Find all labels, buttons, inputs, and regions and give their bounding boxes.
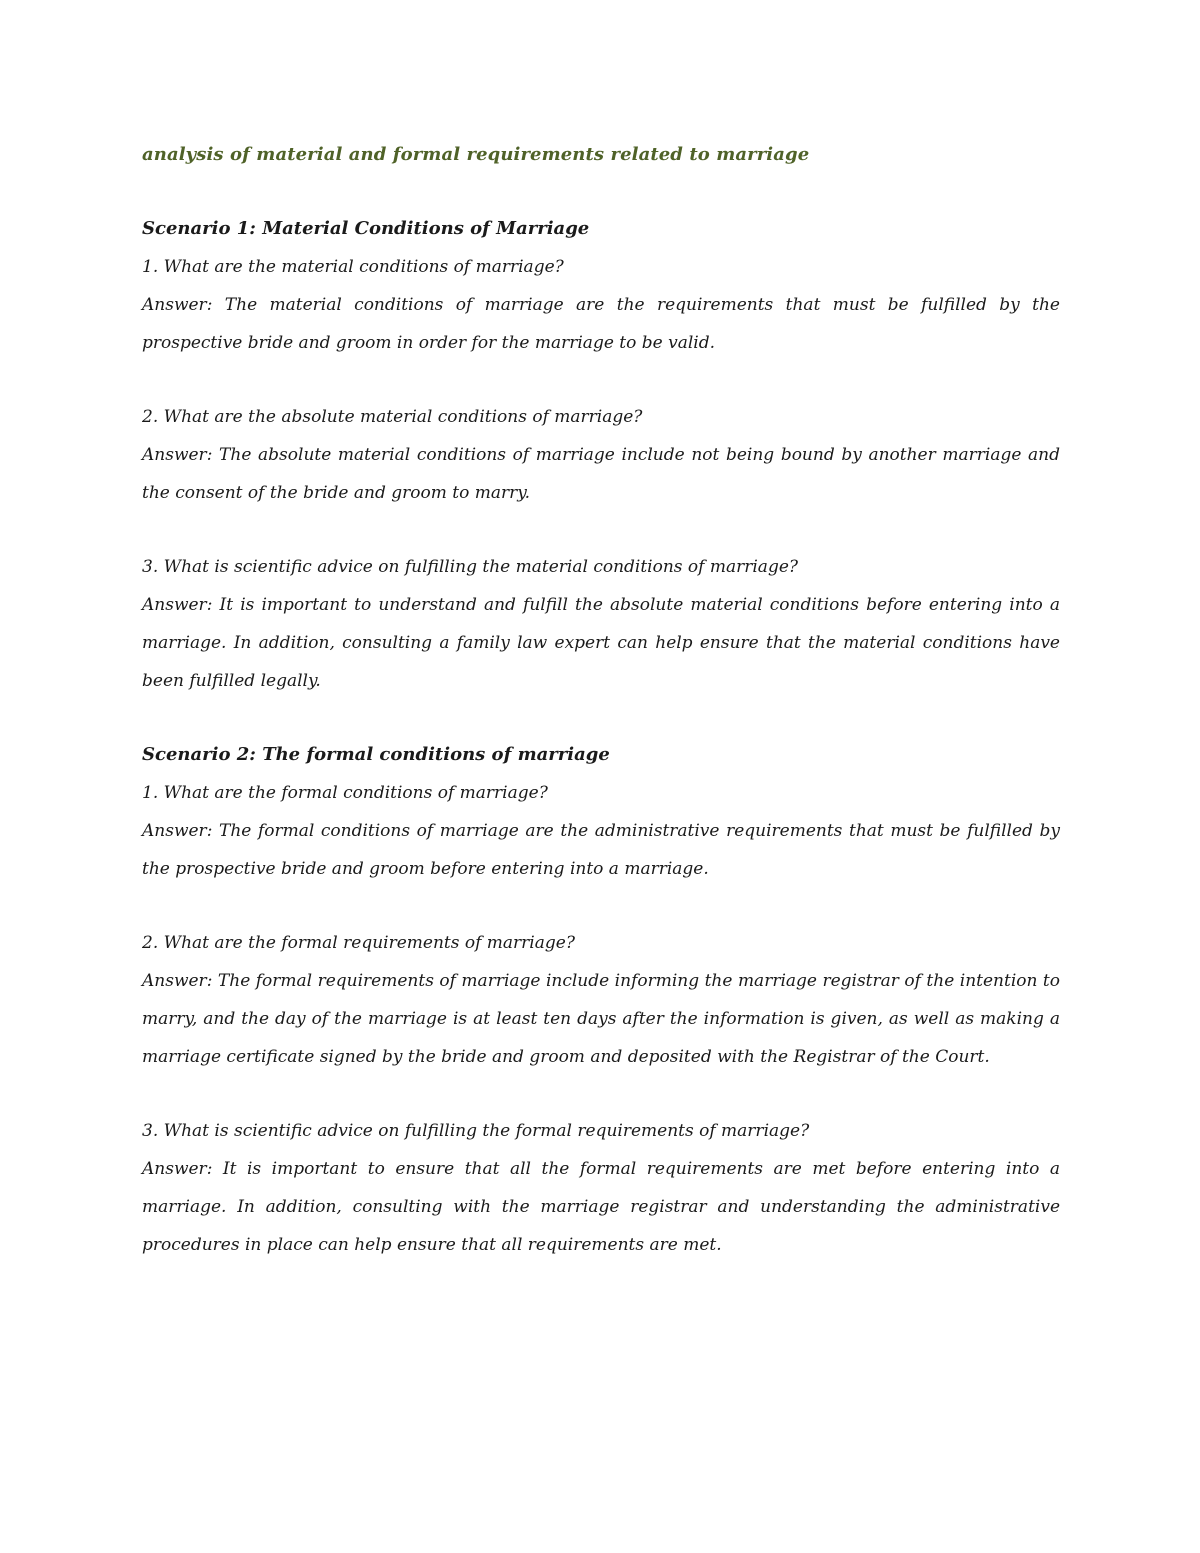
- qa-item: [142, 924, 1060, 1076]
- qa-item: [142, 398, 1060, 512]
- question: 2. What are the formal requirements of marriage?: [142, 933, 575, 953]
- scenario-heading: Scenario 1: Material Conditions of Marriage: [142, 218, 590, 239]
- question: 1. What are the material conditions of marriage?: [142, 257, 564, 277]
- qa-item: [142, 1112, 1060, 1264]
- answer: Answer: The formal conditions of marriage are the administrative requirements that must be fulfilled by the prospective bride and groom before entering into a marriage.: [142, 821, 1060, 879]
- answer: Answer: The absolute material conditions of marriage include not being bound by another marriage and the consent of the bride and groom to marry.: [142, 445, 1060, 503]
- scenario-2: [142, 736, 1060, 1264]
- qa-item: [142, 774, 1060, 888]
- question: 1. What are the formal conditions of marriage?: [142, 783, 548, 803]
- answer: Answer: It is important to understand and fulfill the absolute material conditions before entering into a marriage. In addition, consulting a family law expert can help ensure that the material conditions have been fulfilled legally.: [142, 595, 1060, 691]
- scenario-1: [142, 210, 1060, 700]
- document-page: [142, 140, 1060, 1264]
- qa-item: [142, 548, 1060, 700]
- answer: Answer: It is important to ensure that all the formal requirements are met before entering into a marriage. In addition, consulting with the marriage registrar and understanding the administrative procedures in place can help ensure that all requirements are met.: [142, 1159, 1060, 1255]
- scenario-heading: Scenario 2: The formal conditions of marriage: [142, 744, 610, 765]
- document-title: analysis of material and formal requirements related to marriage: [142, 144, 810, 165]
- answer: Answer: The material conditions of marriage are the requirements that must be fulfilled by the prospective bride and groom in order for the marriage to be valid.: [142, 295, 1060, 353]
- question: 3. What is scientific advice on fulfilling the formal requirements of marriage?: [142, 1121, 810, 1141]
- question: 2. What are the absolute material conditions of marriage?: [142, 407, 643, 427]
- qa-item: [142, 248, 1060, 362]
- answer: Answer: The formal requirements of marriage include informing the marriage registrar of the intention to marry, and the day of the marriage is at least ten days after the information is given, as well as making a marriage certificate signed by the bride and groom and deposited with the Registrar of the Court.: [142, 971, 1060, 1067]
- question: 3. What is scientific advice on fulfilling the material conditions of marriage?: [142, 557, 799, 577]
